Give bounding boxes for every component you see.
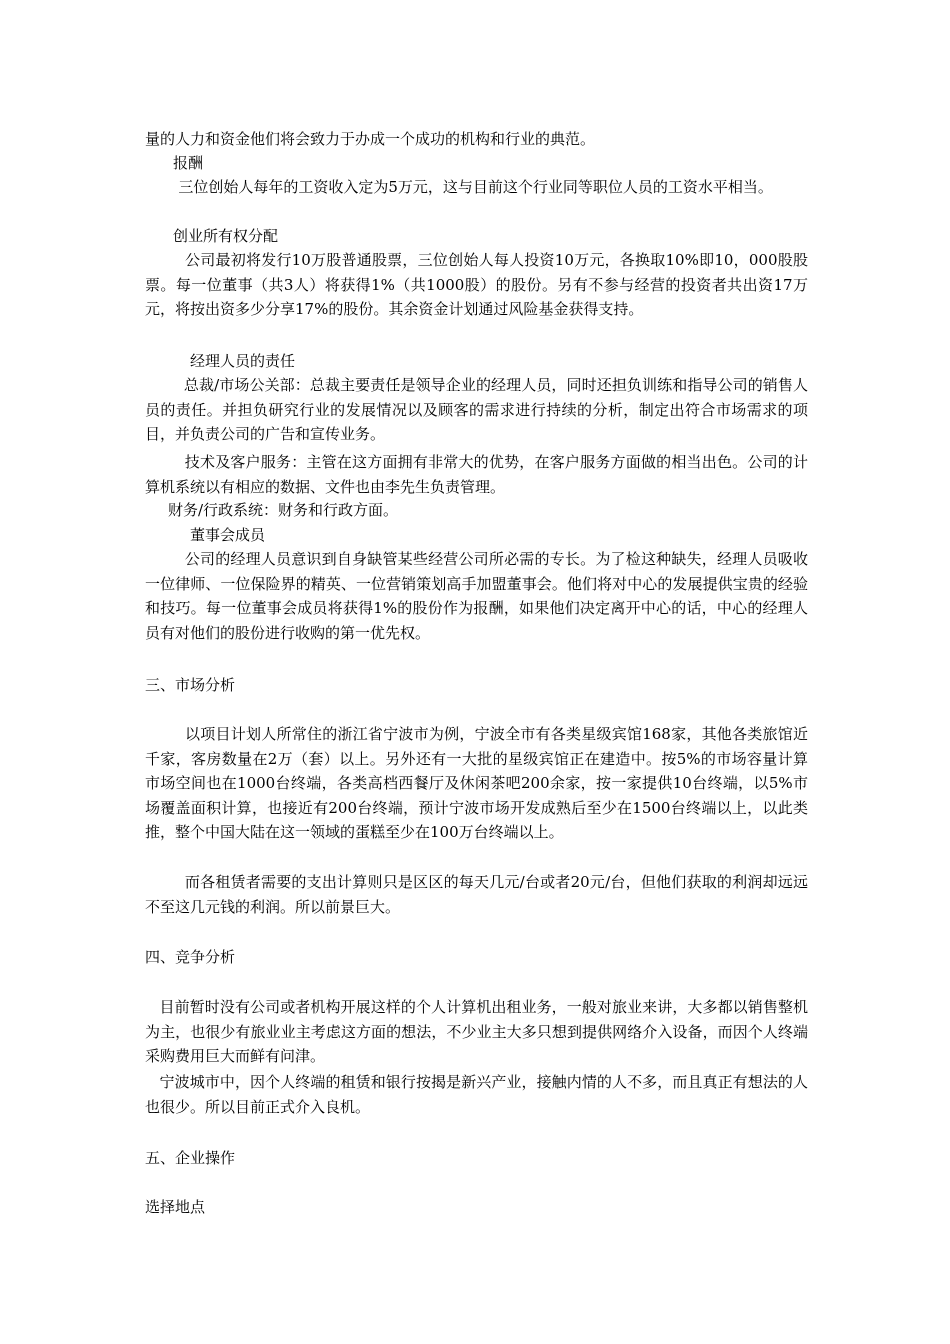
manager-paragraph: 总裁/市场公关部：总裁主要责任是领导企业的经理人员，同时还担负训练和指导公司的销售人员的责任。并担负研究行业的发展情况以及顾客的需求进行持续的分析，制定出符合市场需求的项目，并负责公司的广告和宣传业务。 xyxy=(145,376,808,443)
market-paragraph-2: 而各租赁者需要的支出计算则只是区区的每天几元/台或者20元/台，但他们获取的利润却远远不至这几元钱的利润。所以前景巨大。 xyxy=(145,873,808,916)
tech-service-paragraph: 技术及客户服务：主管在这方面拥有非常大的优势，在客户服务方面做的相当出色。公司的计算机系统以有相应的数据、文件也由李先生负责管理。 xyxy=(145,453,808,496)
section-competition-analysis: 四、竞争分析 xyxy=(145,948,236,966)
section-market-analysis: 三、市场分析 xyxy=(145,676,236,694)
intro-paragraph: 量的人力和资金他们将会致力于办成一个成功的机构和行业的典范。 xyxy=(145,130,596,148)
heading-board-members: 董事会成员 xyxy=(190,526,266,544)
finance-admin-line: 财务/行政系统：财务和行政方面。 xyxy=(168,501,399,519)
market-paragraph-1: 以项目计划人所常住的浙江省宁波市为例，宁波全市有各类星级宾馆168家，其他各类旅馆近千家，客房数量在2万（套）以上。另外还有一大批的星级宾馆正在建造中。按5%的市场容量计算市场空间也在1000台终端，各类高档西餐厅及休闲茶吧200余家，按一家提供10台终端，以5%市场覆盖面积计算，也接近有200台终端，预计宁波市场开发成熟后至少在1500台终端以上，以此类推，整个中国大陆在这一领域的蛋糕至少在100万台终端以上。 xyxy=(145,725,808,841)
subheading-choose-location: 选择地点 xyxy=(145,1198,206,1216)
heading-compensation: 报酬 xyxy=(173,154,204,172)
competition-paragraph-2: 宁波城市中，因个人终端的租赁和银行按揭是新兴产业，接触内情的人不多，而且真正有想法的人也很少。所以目前正式介入良机。 xyxy=(145,1073,808,1116)
competition-paragraph-1: 目前暂时没有公司或者机构开展这样的个人计算机出租业务，一般对旅业来讲，大多都以销售整机为主，也很少有旅业业主考虑这方面的想法，不少业主大多只想到提供网络介入设备，而因个人终端采购费用巨大而鲜有问津。 xyxy=(145,998,808,1065)
heading-manager-duties: 经理人员的责任 xyxy=(190,352,296,370)
ownership-paragraph: 公司最初将发行10万股普通股票，三位创始人每人投资10万元，各换取10%即10，000股股票。每一位董事（共3人）将获得1%（共1000股）的股份。另有不参与经营的投资者共出资17万元，将按出资多少分享17%的股份。其余资金计划通过风险基金获得支持。 xyxy=(145,251,808,318)
compensation-paragraph: 三位创始人每年的工资收入定为5万元，这与目前这个行业同等职位人员的工资水平相当。 xyxy=(145,178,773,196)
section-business-operation: 五、企业操作 xyxy=(145,1149,236,1167)
heading-ownership: 创业所有权分配 xyxy=(173,227,279,245)
board-paragraph: 公司的经理人员意识到自身缺管某些经营公司所必需的专长。为了检这种缺失，经理人员吸收一位律师、一位保险界的精英、一位营销策划高手加盟董事会。他们将对中心的发展提供宝贵的经验和技巧。每一位董事会成员将获得1%的股份作为报酬，如果他们决定离开中心的话，中心的经理人员有对他们的股份进行收购的第一优先权。 xyxy=(145,550,808,642)
